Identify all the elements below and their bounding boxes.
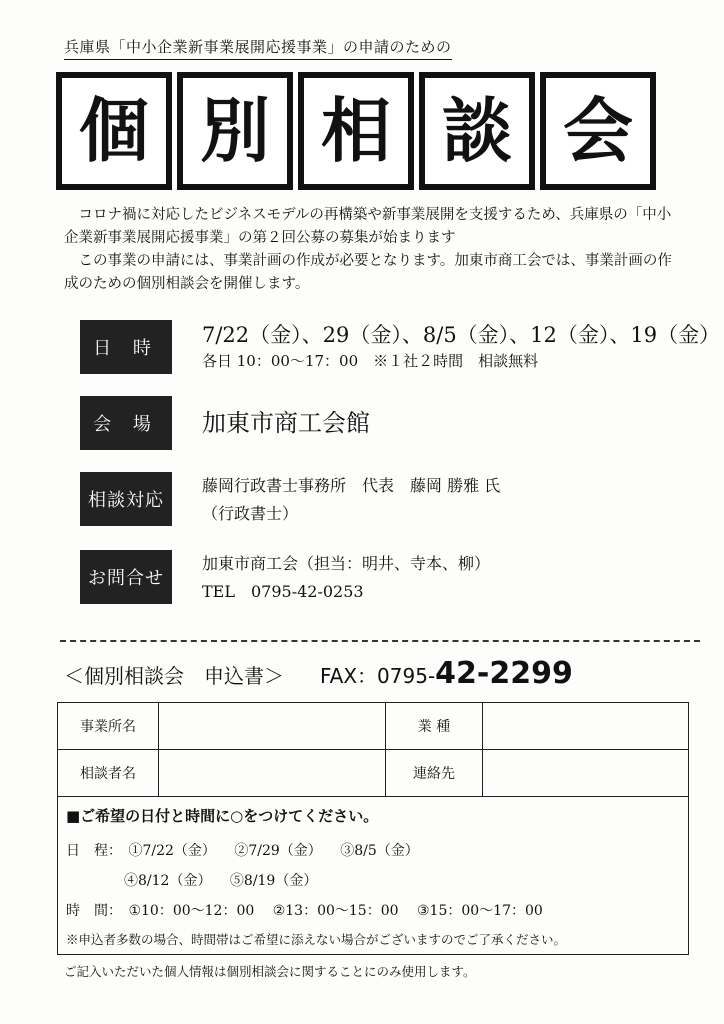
preference-heading: ■ご希望の日付と時間に○をつけてください。 <box>66 807 379 825</box>
form-fields-table <box>58 703 688 797</box>
contact-organization: 加東市商工会（担当：明井、寺本、柳） <box>202 554 491 573</box>
time-option-3[interactable]: ③15：00～17：00 <box>416 903 543 919</box>
event-subtitle: 兵庫県「中小企業新事業展開応援事業」の申請のための <box>64 36 452 60</box>
title-char-box: 相 <box>298 72 414 190</box>
consultant-name-field[interactable] <box>159 750 386 797</box>
business-name-label: 事業所名 <box>58 703 159 750</box>
venue-value: 加東市商工会館 <box>202 409 370 437</box>
consultant-name-label: 相談者名 <box>58 750 159 797</box>
date-options-row-2 <box>66 866 680 896</box>
date-options-row <box>66 836 680 866</box>
schedule-label: 日 程： <box>66 843 122 859</box>
datetime-label: 日 時 <box>80 320 172 374</box>
date-option-3[interactable]: ③8/5（金） <box>340 843 419 859</box>
title-char-box: 個 <box>56 72 172 190</box>
industry-label: 業 種 <box>386 703 483 750</box>
date-option-1[interactable]: ①7/22（金） <box>128 843 216 859</box>
consultant-row <box>80 472 500 528</box>
form-header <box>64 656 573 691</box>
venue-row <box>80 396 370 450</box>
title-char-box: 別 <box>177 72 293 190</box>
business-name-field[interactable] <box>159 703 386 750</box>
overflow-notice: ※申込者多数の場合、時間帯はご希望に添えない場合がございますのでご了承ください。 <box>66 932 567 947</box>
consultant-name: 藤岡行政書士事務所 代表 藤岡 勝雅 氏 <box>202 476 501 495</box>
contact-label: お問合せ <box>80 550 172 604</box>
consultant-title: （行政書士） <box>202 504 299 523</box>
event-hours: 各日 10：00～17：00 ※１社２時間 相談無料 <box>202 352 539 370</box>
title-char-box: 談 <box>419 72 535 190</box>
contact-phone: TEL 0795-42-0253 <box>202 582 364 601</box>
consultant-label: 相談対応 <box>80 472 172 526</box>
intro-paragraph-1: コロナ禍に対応したビジネスモデルの再構築や新事業展開を支援するため、兵庫県の「中小企業新事業展開応援事業」の第２回公募の募集が始まります <box>64 207 672 246</box>
fax-number: FAX：0795-42-2299 <box>320 656 573 691</box>
date-option-4[interactable]: ④8/12（金） <box>124 873 212 889</box>
date-option-5[interactable]: ⑤8/19（金） <box>229 873 318 889</box>
intro-paragraph-2: この事業の申請には、事業計画の作成が必要となります。加東市商工会では、事業計画の作成のための個別相談会を開催します。 <box>64 253 672 292</box>
contact-info-label: 連絡先 <box>386 750 483 797</box>
time-options-row <box>66 896 680 926</box>
date-option-2[interactable]: ②7/29（金） <box>234 843 322 859</box>
time-option-2[interactable]: ②13：00～15：00 <box>272 903 399 919</box>
venue-label: 会 場 <box>80 396 172 450</box>
contact-row <box>80 550 490 606</box>
industry-field[interactable] <box>483 703 689 750</box>
privacy-note: ご記入いただいた個人情報は個別相談会に関することにのみ使用します。 <box>64 964 476 979</box>
time-option-1[interactable]: ①10：00～12：00 <box>128 903 255 919</box>
title-char-box: 会 <box>540 72 656 190</box>
form-title: ＜個別相談会 申込書＞ <box>64 664 284 688</box>
preference-section <box>58 797 688 950</box>
datetime-row <box>80 320 720 374</box>
application-form <box>57 702 689 955</box>
event-title <box>56 72 656 190</box>
cut-line-divider <box>60 640 700 642</box>
intro-text <box>64 204 680 296</box>
event-dates: 7/22（金）、29（金）、8/5（金）、12（金）、19（金） <box>202 323 721 347</box>
contact-info-field[interactable] <box>483 750 689 797</box>
time-label: 時 間： <box>66 903 122 919</box>
